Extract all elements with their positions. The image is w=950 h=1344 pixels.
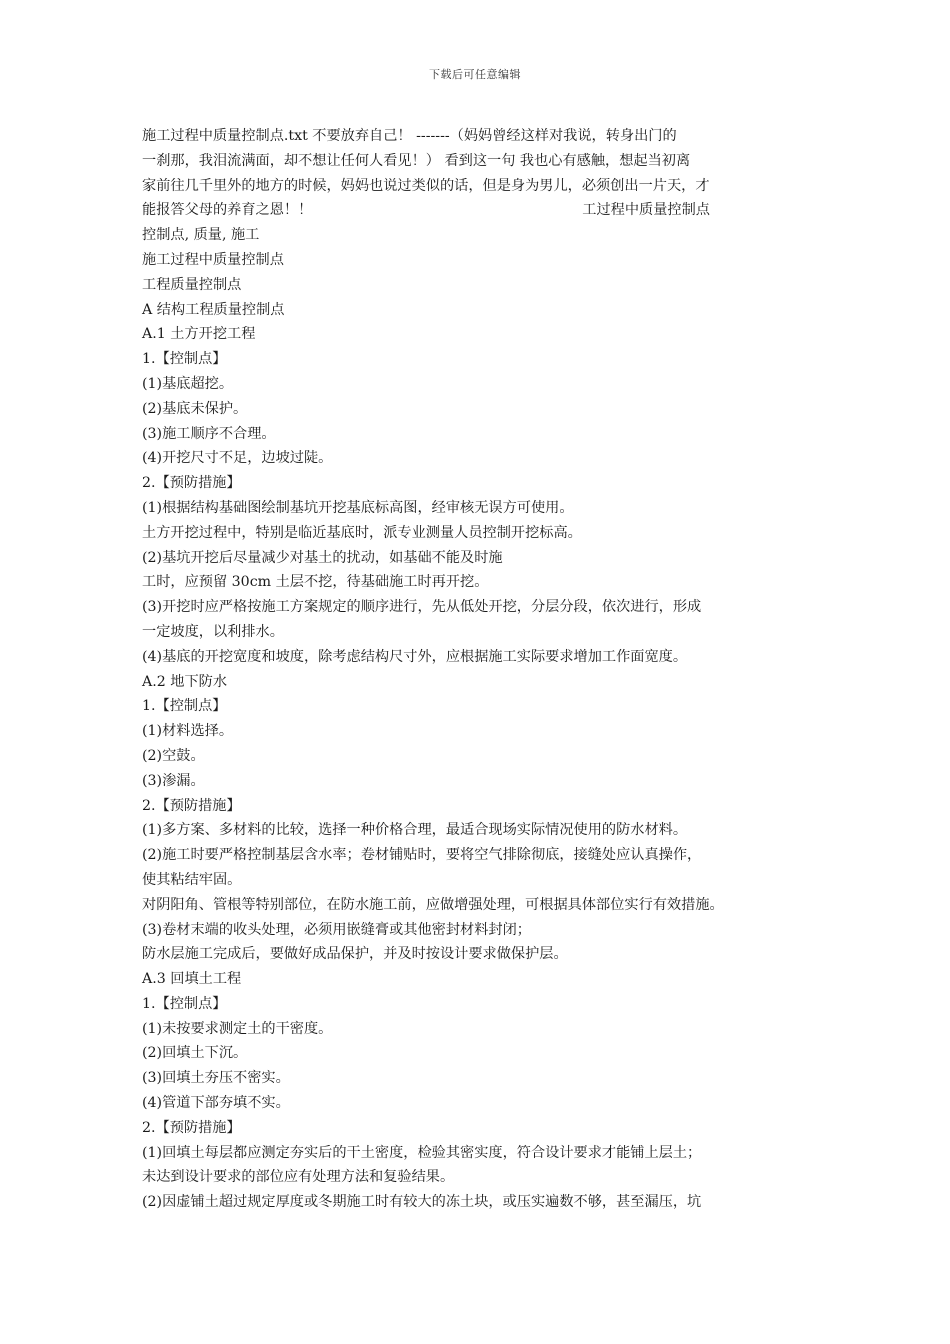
doc-title: 施工过程中质量控制点 (142, 251, 284, 268)
a1-control-point-item: (1)基底超挖。 (142, 375, 234, 392)
a3-control-point-item: (1)未按要求测定土的干密度。 (142, 1020, 333, 1037)
a3-prevention-text: (1)回填土每层都应测定夯实后的干土密度，检验其密实度，符合设计要求才能铺上层土； (142, 1144, 702, 1161)
keywords-line: 控制点, 质量, 施工 (142, 227, 260, 244)
a2-prevention-text: (3)卷材末端的收头处理，必须用嵌缝膏或其他密封材料封闭； (142, 921, 531, 938)
intro-line-3: 家前往几千里外的地方的时候，妈妈也说过类似的话，但是身为男儿，必须创出一片天，才 (142, 177, 710, 194)
a1-prevention-text: (1)根据结构基础图绘制基坑开挖基底标高图，经审核无误方可使用。 (142, 499, 574, 516)
a1-control-point-item: (3)施工顺序不合理。 (142, 425, 276, 442)
a3-control-point-item: (4)管道下部夯填不实。 (142, 1095, 290, 1112)
a1-control-point-item: (4)开挖尺寸不足，边坡过陡。 (142, 450, 333, 467)
a1-control-point-item: (2)基底未保护。 (142, 400, 248, 417)
document-body (142, 124, 832, 1215)
a1-prevention-text: (4)基底的开挖宽度和坡度，除考虑结构尺寸外，应根据施工实际要求增加工作面宽度。 (142, 648, 688, 665)
subsection-heading-a2: A.2 地下防水 (142, 673, 228, 690)
a2-prevention-heading: 2.【预防措施】 (142, 797, 241, 814)
a3-prevention-heading: 2.【预防措施】 (142, 1119, 241, 1136)
a3-control-points-heading: 1.【控制点】 (142, 995, 227, 1012)
intro-line-4 (142, 198, 832, 223)
a2-control-point-item: (1)材料选择。 (142, 723, 234, 740)
doc-subtitle: 工程质量控制点 (142, 276, 242, 293)
a2-prevention-text: 使其粘结牢固。 (142, 871, 242, 888)
page-header: 下载后可任意编辑 (429, 68, 521, 81)
intro-line-1: 施工过程中质量控制点.txt 不要放弃自己！ -------（妈妈曾经这样对我说，转身出门的 (142, 128, 677, 144)
a3-control-point-item: (3)回填土夯压不密实。 (142, 1070, 290, 1087)
a1-prevention-heading: 2.【预防措施】 (142, 475, 241, 492)
a3-prevention-text: (2)因虚铺土超过规定厚度或冬期施工时有较大的冻土块，或压实遍数不够，甚至漏压，坑 (142, 1194, 702, 1211)
a1-prevention-text: 土方开挖过程中，特别是临近基底时，派专业测量人员控制开挖标高。 (142, 524, 582, 541)
intro-line-4-left: 能报答父母的养育之恩！！ (142, 202, 313, 219)
a1-prevention-text: (3)开挖时应严格按施工方案规定的顺序进行，先从低处开挖，分层分段，依次进行，形成 (142, 599, 702, 616)
a1-prevention-text: (2)基坑开挖后尽量减少对基土的扰动，如基础不能及时施 (142, 549, 503, 566)
a1-prevention-text: 一定坡度，以利排水。 (142, 623, 284, 640)
a2-prevention-text: (2)施工时要严格控制基层含水率；卷材铺贴时，要将空气排除彻底，接缝处应认真操作， (142, 847, 702, 864)
a2-prevention-text: 防水层施工完成后，要做好成品保护，并及时按设计要求做保护层。 (142, 946, 568, 963)
a1-control-points-heading: 1.【控制点】 (142, 351, 227, 368)
subsection-heading-a3: A.3 回填土工程 (142, 971, 242, 988)
a2-prevention-text: 对阴阳角、管根等特别部位，在防水施工前，应做增强处理，可根据具体部位实行有效措施。 (142, 896, 724, 913)
intro-line-2: 一刹那，我泪流满面，却不想让任何人看见！） 看到这一句 我也心有感触，想起当初离 (142, 152, 691, 169)
a3-prevention-text: 未达到设计要求的部位应有处理方法和复验结果。 (142, 1169, 455, 1186)
a3-control-point-item: (2)回填土下沉。 (142, 1045, 248, 1062)
a2-control-point-item: (3)渗漏。 (142, 772, 205, 789)
a2-control-point-item: (2)空鼓。 (142, 747, 205, 764)
section-heading-a: A 结构工程质量控制点 (142, 301, 285, 318)
a1-prevention-text: 工时，应预留 30cm 土层不挖，待基础施工时再开挖。 (142, 574, 489, 591)
intro-line-4-right: 工过程中质量控制点 (582, 202, 710, 219)
subsection-heading-a1: A.1 土方开挖工程 (142, 326, 256, 343)
a2-control-points-heading: 1.【控制点】 (142, 698, 227, 715)
a2-prevention-text: (1)多方案、多材料的比较，选择一种价格合理，最适合现场实际情况使用的防水材料。 (142, 822, 688, 839)
